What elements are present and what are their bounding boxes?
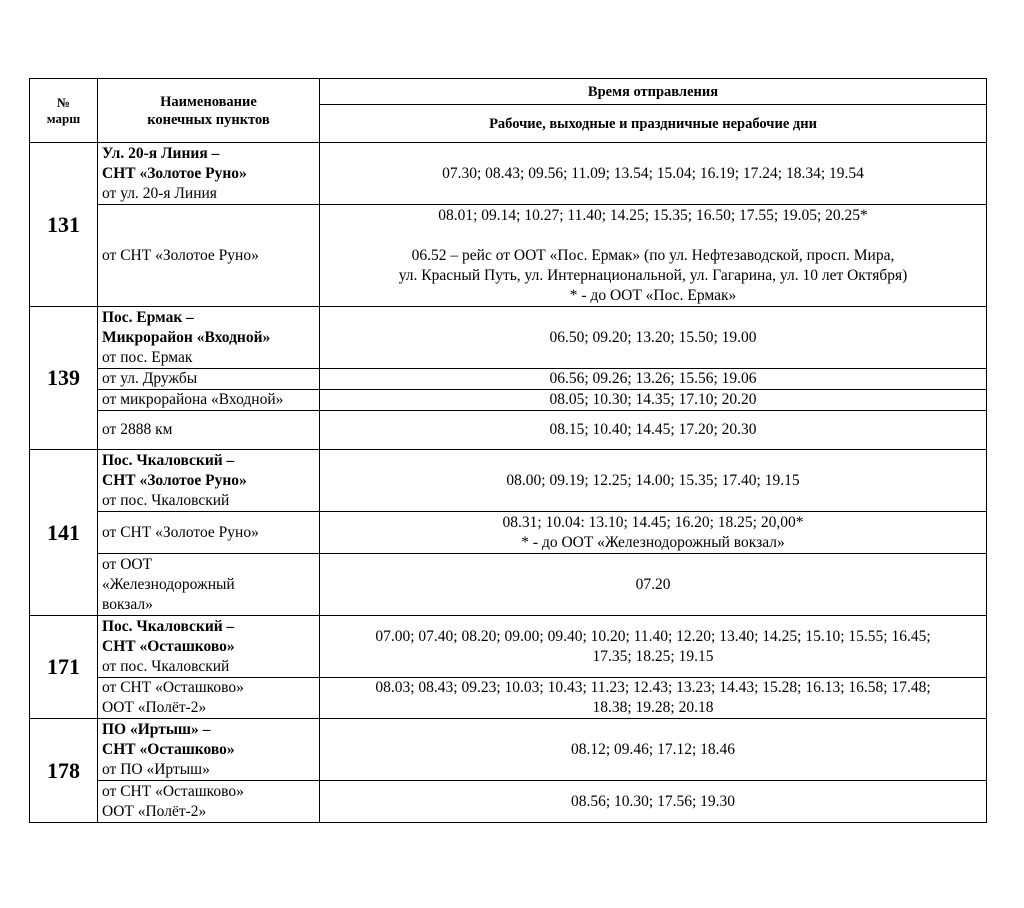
departure-times: 08.05; 10.30; 14.35; 17.10; 20.20 [320,390,987,411]
departure-times: 08.31; 10.04: 13.10; 14.45; 16.20; 18.25; 20,00* * - до ООТ «Железнодорожный вокзал» [320,512,987,554]
terminal-cell: от СНТ «Осташково» ООТ «Полёт-2» [98,781,320,823]
departure-times: 08.12; 09.46; 17.12; 18.46 [320,719,987,781]
departure-times: 08.01; 09.14; 10.27; 11.40; 14.25; 15.35; 16.50; 17.55; 19.05; 20.25* 06.52 – рейс от ООТ «Пос. Ермак» (по ул. Нефтезаводской, просп. Мира, ул. Красный Путь, ул. Интернациональной, ул. Гагарина, ул. 10 лет Октября) * - до ООТ «Пос. Ермак» [320,205,987,307]
terminal-cell: от микрорайона «Входной» [98,390,320,411]
route-number: 171 [30,616,98,719]
departure-times: 06.50; 09.20; 13.20; 15.50; 19.00 [320,307,987,369]
header-terminal-names: Наименование конечных пунктов [98,79,320,143]
route-number: 178 [30,719,98,823]
schedule-sheet [29,78,986,823]
header-departure-time: Время отправления [320,79,987,105]
header-route-number: № марш [30,79,98,143]
terminal-cell: ПО «Иртыш» – СНТ «Осташково» от ПО «Иртыш» [98,719,320,781]
terminal-cell: от ООТ «Железнодорожный вокзал» [98,554,320,616]
departure-times: 07.30; 08.43; 09.56; 11.09; 13.54; 15.04; 16.19; 17.24; 18.34; 19.54 [320,143,987,205]
route-number: 141 [30,450,98,616]
terminal-cell: Пос. Чкаловский – СНТ «Осташково» от пос. Чкаловский [98,616,320,678]
route-number: 139 [30,307,98,450]
terminal-cell: от 2888 км [98,411,320,450]
departure-times: 08.56; 10.30; 17.56; 19.30 [320,781,987,823]
departure-times: 08.00; 09.19; 12.25; 14.00; 15.35; 17.40; 19.15 [320,450,987,512]
terminal-cell: от СНТ «Осташково» ООТ «Полёт-2» [98,678,320,719]
terminal-cell: от СНТ «Золотое Руно» [98,205,320,307]
terminal-cell: от ул. Дружбы [98,369,320,390]
departure-times: 08.03; 08.43; 09.23; 10.03; 10.43; 11.23; 12.43; 13.23; 14.43; 15.28; 16.13; 16.58; 17.48; 18.38; 19.28; 20.18 [320,678,987,719]
terminal-cell: от СНТ «Золотое Руно» [98,512,320,554]
header-day-type: Рабочие, выходные и праздничные нерабочие дни [320,105,987,143]
terminal-cell: Пос. Ермак – Микрорайон «Входной» от пос. Ермак [98,307,320,369]
departure-times: 07.00; 07.40; 08.20; 09.00; 09.40; 10.20; 11.40; 12.20; 13.40; 14.25; 15.10; 15.55; 16.45; 17.35; 18.25; 19.15 [320,616,987,678]
route-number: 131 [30,143,98,307]
terminal-cell: Пос. Чкаловский – СНТ «Золотое Руно» от пос. Чкаловский [98,450,320,512]
schedule-table [29,78,987,823]
departure-times: 07.20 [320,554,987,616]
terminal-cell: Ул. 20-я Линия – СНТ «Золотое Руно» от ул. 20-я Линия [98,143,320,205]
departure-times: 08.15; 10.40; 14.45; 17.20; 20.30 [320,411,987,450]
departure-times: 06.56; 09.26; 13.26; 15.56; 19.06 [320,369,987,390]
